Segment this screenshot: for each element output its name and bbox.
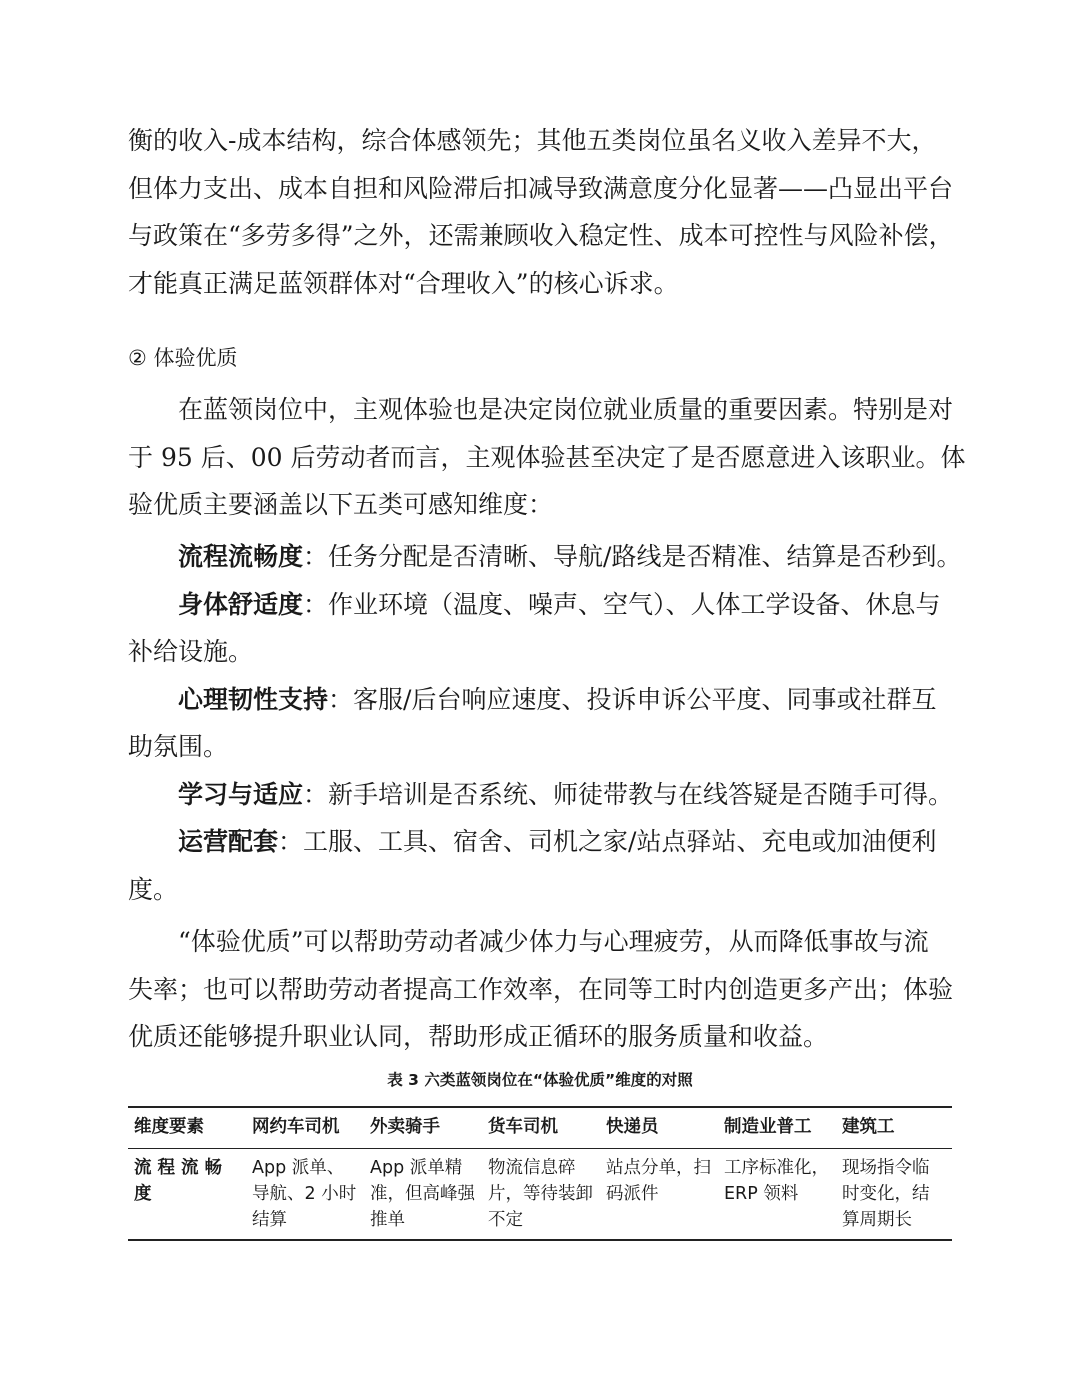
column-header: 快递员 [600, 1107, 718, 1149]
dimension-item [128, 818, 958, 866]
table-cell: App 派单精准，但高峰强推单 [364, 1149, 482, 1241]
text-line: 衡的收入-成本结构，综合体感领先；其他五类岗位虽名义收入差异不大， [128, 126, 937, 155]
dimension-desc-continued: 补给设施。 [128, 637, 254, 666]
intro-paragraph [128, 117, 958, 307]
comparison-table [128, 1106, 952, 1241]
text-line: 于 95 后、00 后劳动者而言，主观体验甚至决定了是否愿意进入该职业。体 [128, 442, 966, 472]
dimension-list [128, 533, 962, 913]
benefit-paragraph [128, 918, 958, 1061]
text-line: 与政策在“多劳多得”之外，还需兼顾收入稳定性、成本可控性与风险补偿， [128, 221, 954, 250]
column-header: 外卖骑手 [364, 1107, 482, 1149]
column-header: 建筑工 [836, 1107, 952, 1149]
dimension-term: 心理韧性支持 [178, 684, 329, 714]
text-line: 才能真正满足蓝领群体对“合理收入”的核心诉求。 [128, 268, 679, 298]
table-cell: 工序标准化，ERP 领料 [718, 1149, 836, 1241]
table-row [128, 1149, 952, 1241]
dimension-item [128, 676, 958, 724]
dimension-desc: ：工服、工具、宿舍、司机之家/站点驿站、充电或加油便利 [278, 827, 937, 856]
table-header-row [128, 1107, 952, 1149]
column-header: 货车司机 [482, 1107, 600, 1149]
dimension-desc: ：任务分配是否清晰、导航/路线是否精准、结算是否秒到。 [303, 542, 962, 571]
dimension-desc: ：作业环境（温度、噪声、空气）、人体工学设备、休息与 [303, 589, 941, 619]
dimension-term: 学习与适应 [178, 779, 304, 809]
column-header: 网约车司机 [246, 1107, 364, 1149]
dimension-term: 流程流畅度 [178, 542, 304, 571]
dimension-item [128, 533, 962, 581]
dimension-term: 身体舒适度 [178, 589, 304, 619]
text-line: 在蓝领岗位中，主观体验也是决定岗位就业质量的重要因素。特别是对 [128, 395, 954, 424]
dimension-item [128, 771, 958, 819]
text-line: 验优质主要涵盖以下五类可感知维度： [128, 490, 554, 519]
table-cell: 现场指令临时变化，结算周期长 [836, 1149, 952, 1241]
table-cell: 物流信息碎片，等待装卸不定 [482, 1149, 600, 1241]
dimension-item [128, 581, 958, 629]
text-line: 但体力支出、成本自担和风险滞后扣减导致满意度分化显著——凸显出平台 [128, 173, 954, 203]
table-cell: 站点分单，扫码派件 [600, 1149, 718, 1241]
section-heading: ② 体验优质 [128, 346, 238, 370]
dimension-term: 运营配套 [178, 827, 279, 856]
dimension-desc: ：客服/后台响应速度、投诉申诉公平度、同事或社群互 [328, 684, 937, 714]
dimension-desc-continued: 度。 [128, 874, 179, 904]
column-header: 制造业普工 [718, 1107, 836, 1149]
text-line: 失率；也可以帮助劳动者提高工作效率，在同等工时内创造更多产出；体验 [128, 974, 954, 1004]
experience-paragraph [128, 386, 966, 529]
table-cell: App 派单、导航、2 小时结算 [246, 1149, 364, 1241]
text-line: 优质还能够提升职业认同，帮助形成正循环的服务质量和收益。 [128, 1022, 829, 1051]
table-caption: 表 3 六类蓝领岗位在“体验优质”维度的对照 [387, 1071, 693, 1089]
dimension-desc: ：新手培训是否系统、师徒带教与在线答疑是否随手可得。 [303, 779, 954, 809]
column-header: 维度要素 [128, 1107, 246, 1149]
dimension-desc-continued: 助氛围。 [128, 732, 229, 761]
row-header: 流程流畅度 [128, 1149, 246, 1241]
text-line: “体验优质”可以帮助劳动者减少体力与心理疲劳，从而降低事故与流 [128, 927, 929, 956]
